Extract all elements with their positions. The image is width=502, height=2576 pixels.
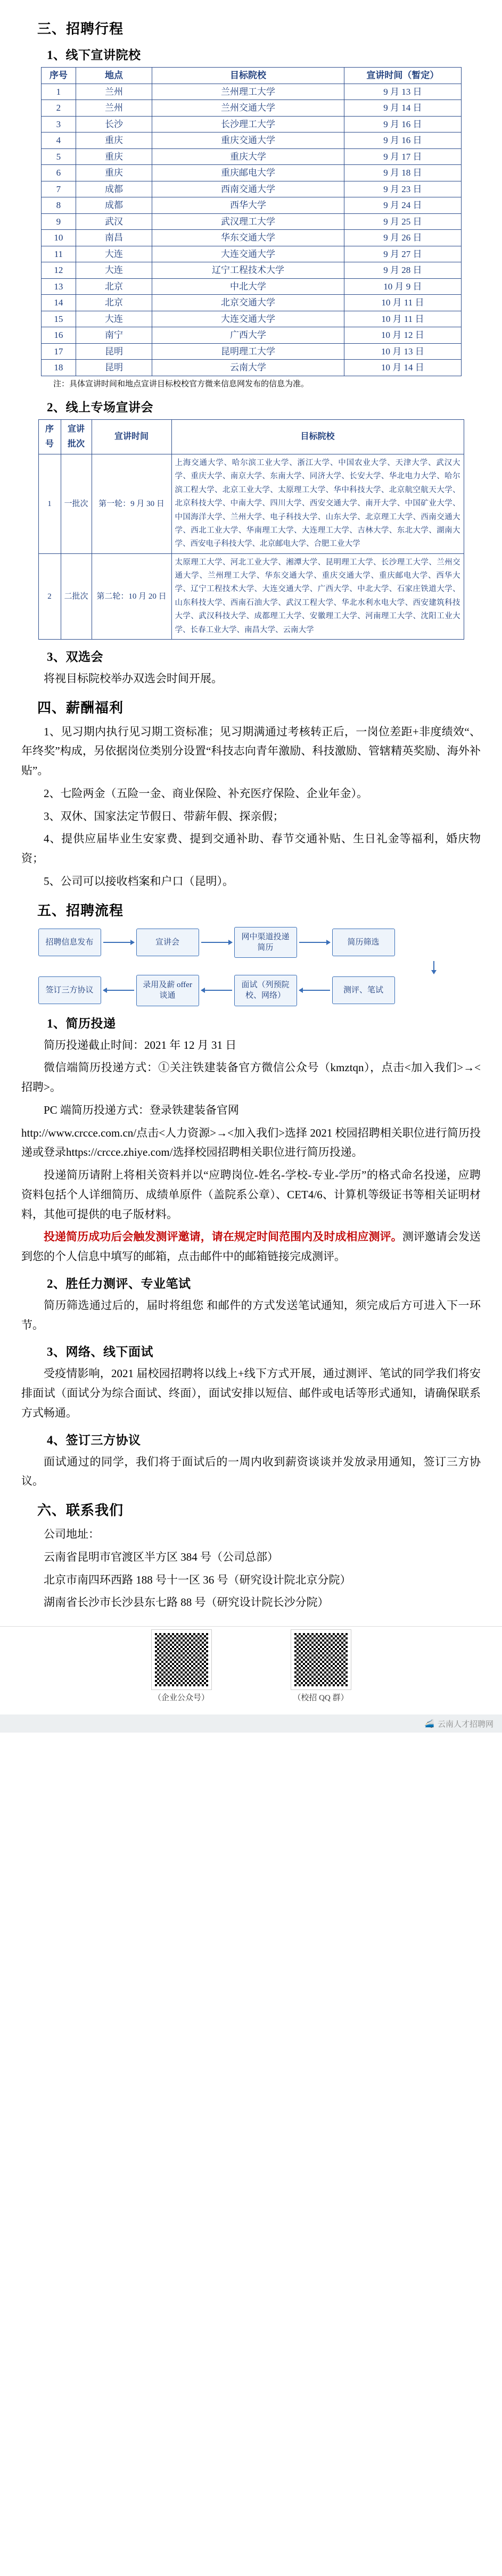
cell-date: 9 月 13 日 [344, 84, 461, 100]
flow-box-sign-agreement: 签订三方协议 [38, 976, 101, 1004]
cell-school: 兰州交通大学 [152, 100, 344, 117]
welfare-item-5: 5、公司可以接收档案和户口（昆明）。 [44, 874, 234, 888]
resume-deadline: 简历投递截止时间：2021 年 12 月 31 日 [44, 1038, 237, 1051]
table-row [41, 246, 461, 262]
table-header-row [41, 68, 461, 84]
cell-index: 12 [41, 262, 76, 279]
cell-batch: 二批次 [61, 553, 92, 639]
cell-school: 重庆邮电大学 [152, 165, 344, 181]
cell-date: 9 月 16 日 [344, 116, 461, 132]
cell-location: 昆明 [76, 343, 152, 360]
qr-item-qq-group [291, 1630, 351, 1703]
cell-location: 大连 [76, 311, 152, 327]
table-row [41, 84, 461, 100]
competency-test-body: 简历筛选通过后的，届时将组您 和邮件的方式发送笔试通知，须完成后方可进入下一环节。 [21, 1298, 481, 1331]
cell-index: 17 [41, 343, 76, 360]
section-heading-contact-us: 六、联系我们 [37, 1503, 124, 1519]
table-row [41, 230, 461, 246]
qr-caption-official-account: （企业公众号） [153, 1694, 209, 1703]
subheading-offline-campus-talks: 1、线下宣讲院校 [47, 48, 141, 62]
contact-address-hq: 云南省昆明市官渡区半方区 384 号（公司总部） [44, 1550, 278, 1563]
cell-date: 9 月 17 日 [344, 148, 461, 165]
cell-schools: 上海交通大学、哈尔滨工业大学、浙江大学、中国农业大学、天津大学、武汉大学、重庆大学、南京大学、东南大学、同济大学、长安大学、华北电力大学、哈尔滨工程大学、北京工业大学、太原理工大学、华中科技大学、北京航空航天大学、北京科技大学、中南大学、四川大学、西安交通大学、南开大学、中国矿业大学、中国海洋大学、兰州大学、电子科技大学、山东大学、北京理工大学、西南交通大学、西北工业大学、华南理工大学、大连理工大学、吉林大学、东北大学、湖南大学、西安电子科技大学、北京邮电大学、合肥工业大学 [171, 454, 464, 554]
table-header-row [38, 420, 464, 454]
cell-school: 北京交通大学 [152, 295, 344, 311]
cell-index: 2 [41, 100, 76, 117]
flow-box-submit-resume: 网中渠道投递简历 [234, 927, 297, 958]
flow-arrow-right-icon [201, 942, 232, 943]
flow-arrow-down-icon [433, 961, 434, 974]
resume-material-requirements: 投递简历请附上将相关资料并以“应聘岗位-姓名-学校-专业-学历”的格式命名投递，应聘资料包括个人详细简历、成绩单原件（盖院系公章）、CET4/6、计算机等级证书等相关证明材料，其他可提供的电子版材料。 [21, 1169, 481, 1221]
cell-index: 5 [41, 148, 76, 165]
cell-location: 成都 [76, 181, 152, 197]
cell-location: 兰州 [76, 84, 152, 100]
table-row [41, 100, 461, 117]
cell-location: 大连 [76, 246, 152, 262]
cell-school: 武汉理工大学 [152, 213, 344, 230]
cell-index: 1 [38, 454, 61, 554]
offline-schedule-body [41, 84, 461, 376]
flow-box-interview: 面试（列预院校、网络） [234, 975, 297, 1006]
cell-time: 第一轮：9 月 30 日 [92, 454, 171, 554]
cell-index: 18 [41, 360, 76, 376]
cell-school: 昆明理工大学 [152, 343, 344, 360]
col-header-date: 宣讲时间（暂定） [344, 68, 461, 84]
cell-date: 9 月 18 日 [344, 165, 461, 181]
col-header-batch: 宣讲批次 [61, 420, 92, 454]
page-footer [0, 1626, 502, 1733]
table-row [41, 213, 461, 230]
cell-date: 9 月 16 日 [344, 132, 461, 149]
cell-location: 兰州 [76, 100, 152, 117]
table-row [41, 116, 461, 132]
cell-location: 北京 [76, 278, 152, 295]
cell-date: 9 月 23 日 [344, 181, 461, 197]
resume-assessment-notice-rest: 测评邀请会发送到您的个人信息中填写的邮箱，点击邮件中的邮箱链接完成测评。 [21, 1230, 481, 1263]
flow-box-campus-talk: 宣讲会 [136, 929, 199, 956]
col-header-index: 序号 [38, 420, 61, 454]
cell-time: 第二轮：10 月 20 日 [92, 553, 171, 639]
table-row [41, 197, 461, 214]
subheading-competency-test: 2、胜任力测评、专业笔试 [47, 1277, 191, 1290]
resume-assessment-notice-emphasis: 投递简历成功后会触发测评邀请，请在规定时间范围内及时成相应测评。 [44, 1230, 402, 1244]
cell-location: 北京 [76, 295, 152, 311]
cell-date: 9 月 24 日 [344, 197, 461, 214]
cell-location: 长沙 [76, 116, 152, 132]
flow-arrow-left-icon [201, 990, 232, 991]
cell-school: 中北大学 [152, 278, 344, 295]
subheading-online-talks: 2、线上专场宣讲会 [47, 401, 153, 414]
welfare-item-1: 1、见习期内执行见习期工资标准；见习期满通过考核转正后，一岗位差距+非度绩效“、年终奖”构成，另依据岗位类别分设置“科技志向青年激励、科技激励、管辖精英奖励、海外补贴”。 [21, 725, 481, 777]
cell-school: 重庆大学 [152, 148, 344, 165]
cell-date: 9 月 28 日 [344, 262, 461, 279]
cell-date: 10 月 14 日 [344, 360, 461, 376]
flow-box-assessment-test: 测评、笔试 [332, 976, 395, 1004]
welfare-item-4: 4、提供应届毕业生安家费、提到交通补助、春节交通补贴、生日礼金等福利，婚庆物资； [21, 832, 481, 865]
qr-caption-qq-group: （校招 QQ 群） [293, 1694, 349, 1703]
cell-date: 9 月 26 日 [344, 230, 461, 246]
table-row [41, 295, 461, 311]
cell-location: 昆明 [76, 360, 152, 376]
table-row [41, 360, 461, 376]
resume-pc-method-label: PC 端简历投递方式：登录铁建装备官网 [44, 1103, 239, 1116]
cell-batch: 一批次 [61, 454, 92, 554]
flow-row-bottom [38, 975, 464, 1006]
cell-date: 9 月 14 日 [344, 100, 461, 117]
flow-arrow-left-icon [299, 990, 330, 991]
subheading-double-selection: 3、双选会 [47, 650, 103, 664]
cell-school: 西南交通大学 [152, 181, 344, 197]
sign-tripartite-body: 面试通过的同学，我们将于面试后的一周内收到薪资谈谈并发放录用通知，签订三方协议。 [21, 1455, 481, 1488]
resume-assessment-notice [21, 1227, 481, 1266]
double-selection-body: 将视目标院校举办双选会时间开展。 [44, 672, 223, 685]
table-row [41, 327, 461, 344]
section-heading-recruitment-itinerary: 三、招聘行程 [37, 21, 124, 37]
cell-index: 7 [41, 181, 76, 197]
cell-school: 长沙理工大学 [152, 116, 344, 132]
flow-box-post-info: 招聘信息发布 [38, 929, 101, 956]
col-header-index: 序号 [41, 68, 76, 84]
cell-index: 14 [41, 295, 76, 311]
cell-location: 南昌 [76, 230, 152, 246]
qr-code-icon [291, 1630, 351, 1689]
table-row [41, 278, 461, 295]
subheading-interview: 3、网络、线下面试 [47, 1345, 153, 1359]
table-row [41, 181, 461, 197]
cell-date: 10 月 9 日 [344, 278, 461, 295]
offline-schedule-table [41, 67, 462, 376]
flow-box-offer: 录用及薪 offer 谈通 [136, 975, 199, 1006]
cell-school: 兰州理工大学 [152, 84, 344, 100]
table-row [41, 262, 461, 279]
flow-arrow-right-icon [299, 942, 330, 943]
section-heading-salary-welfare: 四、薪酬福利 [37, 700, 124, 716]
recruitment-flow-diagram [38, 927, 464, 1006]
cell-date: 10 月 11 日 [344, 311, 461, 327]
table-row [41, 343, 461, 360]
cell-school: 重庆交通大学 [152, 132, 344, 149]
offline-table-note: 注：具体宣讲时间和地点宣讲目标校校官方微来信息网发布的信息为准。 [53, 379, 309, 388]
cell-location: 南宁 [76, 327, 152, 344]
cell-index: 8 [41, 197, 76, 214]
cell-school: 大连交通大学 [152, 246, 344, 262]
cell-school: 西华大学 [152, 197, 344, 214]
cell-index: 3 [41, 116, 76, 132]
cell-index: 10 [41, 230, 76, 246]
cell-school: 大连交通大学 [152, 311, 344, 327]
train-icon: 🚄 [424, 1719, 434, 1728]
subheading-resume-submission: 1、简历投递 [47, 1016, 116, 1030]
cell-index: 9 [41, 213, 76, 230]
table-row [41, 148, 461, 165]
flow-arrow-down-wrap [38, 961, 464, 974]
cell-school: 华东交通大学 [152, 230, 344, 246]
table-row [41, 165, 461, 181]
subheading-sign-tripartite: 4、签订三方协议 [47, 1433, 141, 1447]
cell-date: 9 月 25 日 [344, 213, 461, 230]
cell-school: 辽宁工程技术大学 [152, 262, 344, 279]
flow-arrow-left-icon [103, 990, 134, 991]
cell-location: 重庆 [76, 165, 152, 181]
table-row [41, 311, 461, 327]
flow-box-resume-screening: 简历筛选 [332, 929, 395, 956]
cell-date: 10 月 13 日 [344, 343, 461, 360]
online-schedule-table [38, 419, 464, 640]
flow-arrow-right-icon [103, 942, 134, 943]
cell-index: 1 [41, 84, 76, 100]
cell-location: 重庆 [76, 148, 152, 165]
table-row [41, 132, 461, 149]
table-row [38, 454, 464, 554]
col-header-time: 宣讲时间 [92, 420, 171, 454]
qr-code-icon [152, 1630, 211, 1689]
col-header-target-schools: 目标院校 [171, 420, 464, 454]
cell-date: 10 月 12 日 [344, 327, 461, 344]
cell-index: 13 [41, 278, 76, 295]
qr-item-official-account [152, 1630, 211, 1703]
footer-watermark-bar [0, 1714, 502, 1733]
welfare-item-2: 2、七险两金（五险一金、商业保险、补充医疗保险、企业年金）。 [44, 786, 368, 800]
cell-location: 武汉 [76, 213, 152, 230]
online-schedule-body [38, 454, 464, 640]
resume-pc-method-detail: http://www.crcce.com.cn/点击<人力资源>→<加入我们>选择 2021 校园招聘相关职位进行简历投递或登录https://crcce.zhiye.com/选择校园招聘相关职位进行简历投递。 [21, 1126, 481, 1159]
table-row [38, 553, 464, 639]
cell-school: 广西大学 [152, 327, 344, 344]
cell-location: 重庆 [76, 132, 152, 149]
cell-schools: 太原理工大学、河北工业大学、湘潭大学、昆明理工大学、长沙理工大学、兰州交通大学、兰州理工大学、华东交通大学、重庆交通大学、重庆邮电大学、西华大学、辽宁工程技术大学、大连交通大学、广西大学、中北大学、石家庄铁道大学、山东科技大学、西南石油大学、武汉工程大学、华北水利水电大学、西安建筑科技大学、武汉科技大学、成都理工大学、安徽理工大学、河南理工大学、沈阳工业大学、长春工业大学、南昌大学、云南大学 [171, 553, 464, 639]
cell-index: 16 [41, 327, 76, 344]
cell-index: 15 [41, 311, 76, 327]
col-header-location: 地点 [76, 68, 152, 84]
cell-index: 11 [41, 246, 76, 262]
col-header-school: 目标院校 [152, 68, 344, 84]
interview-body: 受疫情影响，2021 届校园招聘将以线上+线下方式开展，通过测评、笔试的同学我们将安排面试（面试分为综合面试、终面），面试安排以短信、邮件或电话等形式通知，请确保联系方式畅通。 [21, 1367, 481, 1419]
cell-date: 10 月 11 日 [344, 295, 461, 311]
contact-address-beijing: 北京市南四环西路 188 号十一区 36 号（研究设计院北京分院） [44, 1573, 351, 1586]
section-heading-recruitment-process: 五、招聘流程 [37, 902, 124, 918]
cell-location: 大连 [76, 262, 152, 279]
cell-index: 6 [41, 165, 76, 181]
footer-watermark-text: 云南人才招聘网 [437, 1720, 493, 1729]
cell-school: 云南大学 [152, 360, 344, 376]
contact-address-changsha: 湖南省长沙市长沙县东七路 88 号（研究设计院长沙分院） [44, 1596, 329, 1609]
contact-title: 公司地址： [44, 1528, 100, 1541]
resume-wechat-method: 微信端简历投递方式：①关注铁建装备官方微信公众号（kmztqn），点击<加入我们>→<招聘>。 [21, 1061, 481, 1094]
welfare-item-3: 3、双休、国家法定节假日、带薪年假、探亲假； [44, 809, 284, 823]
cell-index: 2 [38, 553, 61, 639]
flow-row-top [38, 927, 464, 958]
cell-date: 9 月 27 日 [344, 246, 461, 262]
qr-code-row [0, 1627, 502, 1703]
cell-location: 成都 [76, 197, 152, 214]
cell-index: 4 [41, 132, 76, 149]
